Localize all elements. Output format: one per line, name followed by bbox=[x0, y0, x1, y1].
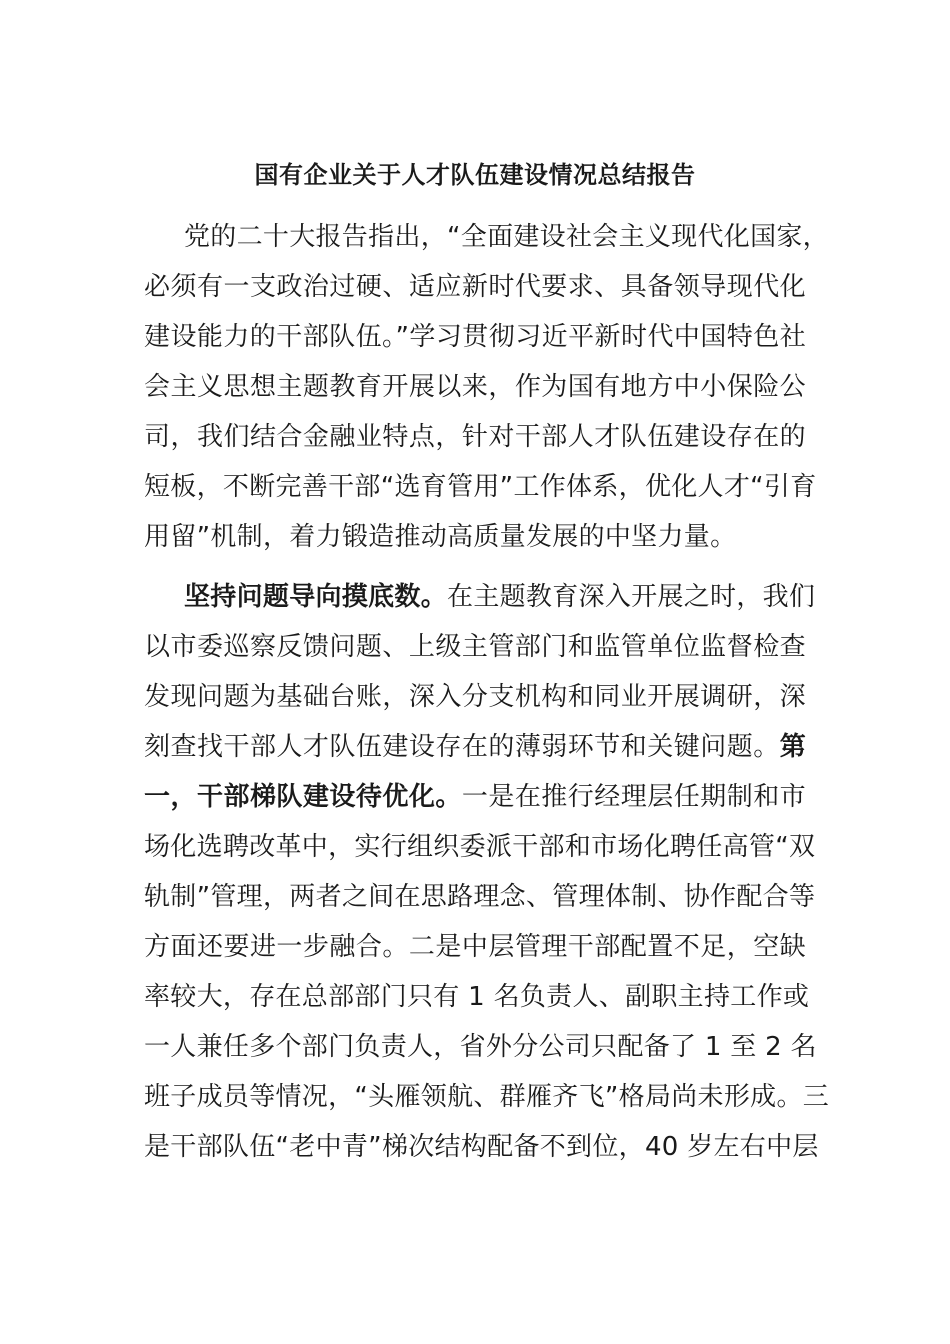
paragraph-2-line-7: 轨制”管理，两者之间在思路理念、管理体制、协作配合等 bbox=[144, 882, 816, 912]
paragraph-2-line-1-text: 在主题教育深入开展之时，我们 bbox=[447, 582, 816, 612]
paragraph-2-line-10: 一人兼任多个部门负责人，省外分公司只配备了 1 至 2 名 bbox=[144, 1032, 817, 1062]
paragraph-2-line-5-text: 一是在推行经理层任期制和市 bbox=[461, 782, 806, 812]
paragraph-1-line-6: 短板，不断完善干部“选育管用”工作体系，优化人才“引育 bbox=[144, 472, 817, 502]
paragraph-2-line-11: 班子成员等情况，“头雁领航、群雁齐飞”格局尚未形成。三 bbox=[144, 1082, 830, 1112]
paragraph-1-line-7: 用留”机制，着力锻造推动高质量发展的中坚力量。 bbox=[144, 522, 737, 552]
paragraph-2-line-2: 以市委巡察反馈问题、上级主管部门和监管单位监督检查 bbox=[144, 632, 806, 662]
paragraph-2-line-9: 率较大，存在总部部门只有 1 名负责人、副职主持工作或 bbox=[144, 982, 810, 1012]
paragraph-2-line-1 bbox=[184, 572, 816, 622]
paragraph-2-line-5 bbox=[144, 772, 806, 822]
paragraph-2-line-8: 方面还要进一步融合。二是中层管理干部配置不足，空缺 bbox=[144, 932, 806, 962]
paragraph-2-line-4-text: 刻查找干部人才队伍建设存在的薄弱环节和关键问题。 bbox=[144, 732, 780, 762]
paragraph-1-line-1: 党的二十大报告指出，“全面建设社会主义现代化国家， bbox=[184, 222, 829, 252]
paragraph-1-line-4: 会主义思想主题教育开展以来，作为国有地方中小保险公 bbox=[144, 372, 806, 402]
paragraph-2-line-4 bbox=[144, 722, 806, 772]
paragraph-2-line-12: 是干部队伍“老中青”梯次结构配备不到位，40 岁左右中层 bbox=[144, 1132, 819, 1162]
section-heading: 坚持问题导向摸底数。 bbox=[184, 582, 448, 612]
paragraph-2-line-3: 发现问题为基础台账，深入分支机构和同业开展调研，深 bbox=[144, 682, 806, 712]
subheading-first: 一，干部梯队建设待优化。 bbox=[144, 782, 462, 812]
document-title: 国有企业关于人才队伍建设情况总结报告 bbox=[254, 161, 696, 189]
paragraph-1-line-2: 必须有一支政治过硬、适应新时代要求、具备领导现代化 bbox=[144, 272, 806, 302]
paragraph-1-line-5: 司，我们结合金融业特点，针对干部人才队伍建设存在的 bbox=[144, 422, 806, 452]
paragraph-1-line-3: 建设能力的干部队伍。”学习贯彻习近平新时代中国特色社 bbox=[144, 322, 806, 352]
subheading-start: 第 bbox=[779, 732, 806, 762]
paragraph-2-line-6: 场化选聘改革中，实行组织委派干部和市场化聘任高管“双 bbox=[144, 832, 816, 862]
